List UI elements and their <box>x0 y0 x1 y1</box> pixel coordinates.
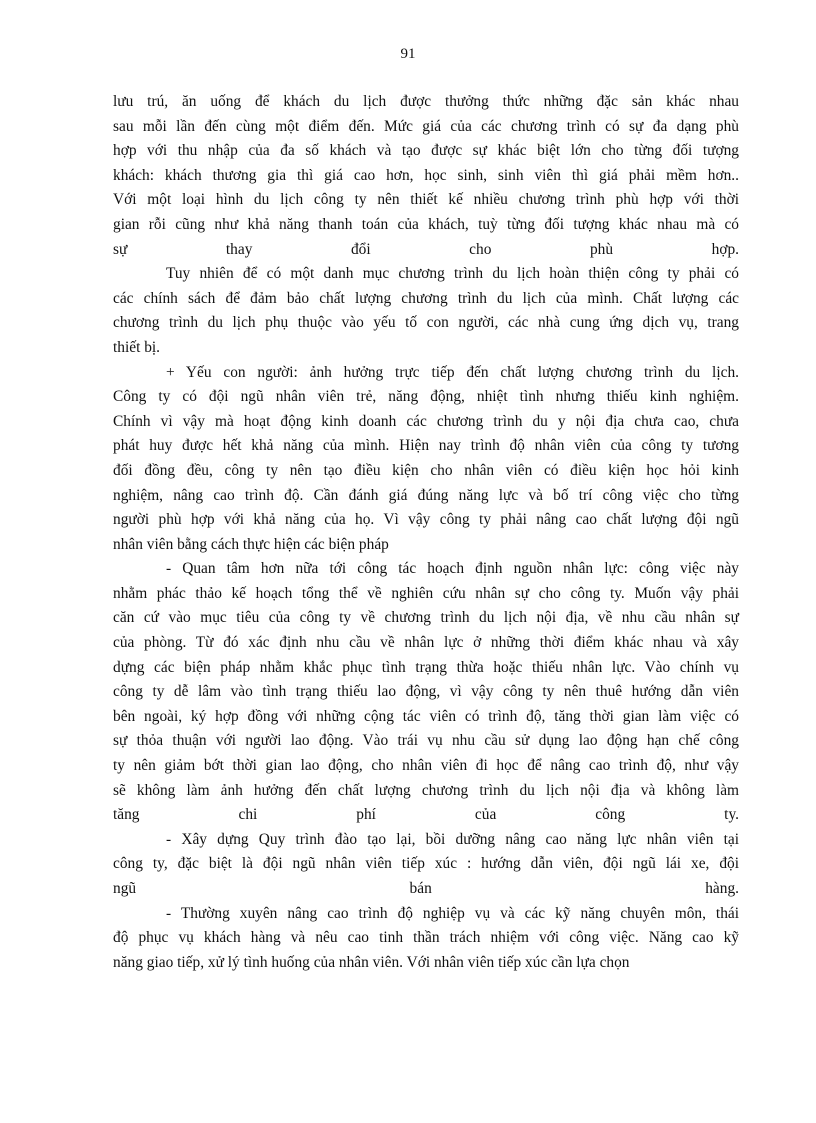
text-line: bên ngoài, ký hợp đồng với những cộng tác viên có trình độ, tăng thời gian làm việc có <box>113 707 739 725</box>
text-line: tăng chi phí của công ty. <box>113 806 739 824</box>
text-line: gian rỗi cũng như khả năng thanh toán của khách, tuỳ từng đối tượng khác nhau mà có <box>113 215 739 233</box>
text-line: của phòng. Từ đó xác định nhu cầu về nhân lực ở những thời điểm khác nhau và xây <box>113 634 739 652</box>
text-line: công ty, đặc biệt là đội ngũ nhân viên tiếp xúc : hướng dẫn viên, đội ngũ lái xe, đội <box>113 855 739 873</box>
text-line: sau mỗi lần đến cùng một điểm đến. Mức giá của các chương trình có sự đa dạng phù <box>113 117 739 135</box>
text-line: hợp với thu nhập của đa số khách và tạo được sự khác biệt lớn cho từng đối tượng <box>113 142 739 160</box>
text-line: nhằm phác thảo kế hoạch tổng thể về nghiên cứu nhân sự cho công ty. Muốn vậy phải <box>113 584 739 602</box>
text-line: sự thay đổi cho phù hợp. <box>113 240 739 258</box>
text-line: - Quan tâm hơn nữa tới công tác hoạch định nguồn nhân lực: công việc này <box>166 560 739 578</box>
text-line: ty nên giảm bớt thời gian lao động, cho nhân viên đi học để nâng cao trình độ, như vậy <box>113 757 739 775</box>
text-line: - Thường xuyên nâng cao trình độ nghiệp vụ và các kỹ năng chuyên môn, thái <box>166 904 739 922</box>
text-line: chương trình du lịch phụ thuộc vào yếu tố con người, các nhà cung ứng dịch vụ, trang <box>113 314 739 332</box>
text-line: người phù hợp với khả năng của họ. Vì vậy công ty phải nâng cao chất lượng đội ngũ <box>113 511 739 529</box>
text-line: khách: khách thương gia thì giá cao hơn, học sinh, sinh viên thì giá phải mềm hơn.. <box>113 166 739 184</box>
text-line: Công ty có đội ngũ nhân viên trẻ, năng động, nhiệt tình nhưng thiếu kinh nghiệm. <box>113 388 739 406</box>
text-line: + Yếu con người: ảnh hưởng trực tiếp đến chất lượng chương trình du lịch. <box>166 363 739 381</box>
text-line: lưu trú, ăn uống để khách du lịch được thưởng thức những đặc sản khác nhau <box>113 93 739 110</box>
text-line: căn cứ vào mục tiêu của công ty về chương trình du lịch nội địa, về nhu cầu nhân sự <box>113 609 739 627</box>
text-line: năng giao tiếp, xử lý tình huống của nhân viên. Với nhân viên tiếp xúc cần lựa chọn <box>113 953 630 971</box>
text-line: thiết bị. <box>113 338 161 356</box>
page-number: 91 <box>400 46 416 62</box>
text-line: - Xây dựng Quy trình đào tạo lại, bồi dưỡng nâng cao năng lực nhân viên tại <box>166 830 739 848</box>
text-line: đối đồng đều, công ty nên tạo điều kiện cho nhân viên có điều kiện học hỏi kinh <box>113 461 739 479</box>
text-line: công ty dễ lâm vào tình trạng thiếu lao động, vì vậy công ty nên thuê hướng dẫn viên <box>113 683 739 701</box>
text-line: sự thỏa thuận với người lao động. Vào trái vụ nhu cầu sử dụng lao động hạn chế công <box>113 732 739 750</box>
text-line: Chính vì vậy mà hoạt động kinh doanh các chương trình du y nội địa chưa cao, chưa <box>113 412 739 430</box>
text-line: dựng các biện pháp nhằm khắc phục tình trạng thừa hoặc thiếu nhân lực. Vào chính vụ <box>113 658 739 676</box>
text-line: Tuy nhiên để có một danh mục chương trình du lịch hoàn thiện công ty phải có <box>166 265 739 283</box>
text-line: Với một loại hình du lịch công ty nên thiết kế nhiều chương trình phù hợp với thời <box>113 191 739 209</box>
text-line: sẽ không làm ảnh hưởng đến chất lượng chương trình du lịch nội địa và không làm <box>113 781 739 799</box>
text-line: ngũ bán hàng. <box>113 880 739 897</box>
text-line: nhân viên bằng cách thực hiện các biện pháp <box>113 535 389 553</box>
text-line: các chính sách để đảm bảo chất lượng chương trình du lịch của mình. Chất lượng các <box>113 289 739 307</box>
text-line: độ phục vụ khách hàng và nêu cao tinh thần trách nhiệm với công việc. Năng cao kỹ <box>113 929 739 947</box>
text-line: phát huy được hết khả năng của mình. Hiện nay trình độ nhân viên của công ty tương <box>113 437 739 455</box>
text-line: nghiệm, nâng cao trình độ. Cần đánh giá đúng năng lực và bố trí công việc cho từng <box>113 486 739 504</box>
body-text <box>113 90 739 975</box>
